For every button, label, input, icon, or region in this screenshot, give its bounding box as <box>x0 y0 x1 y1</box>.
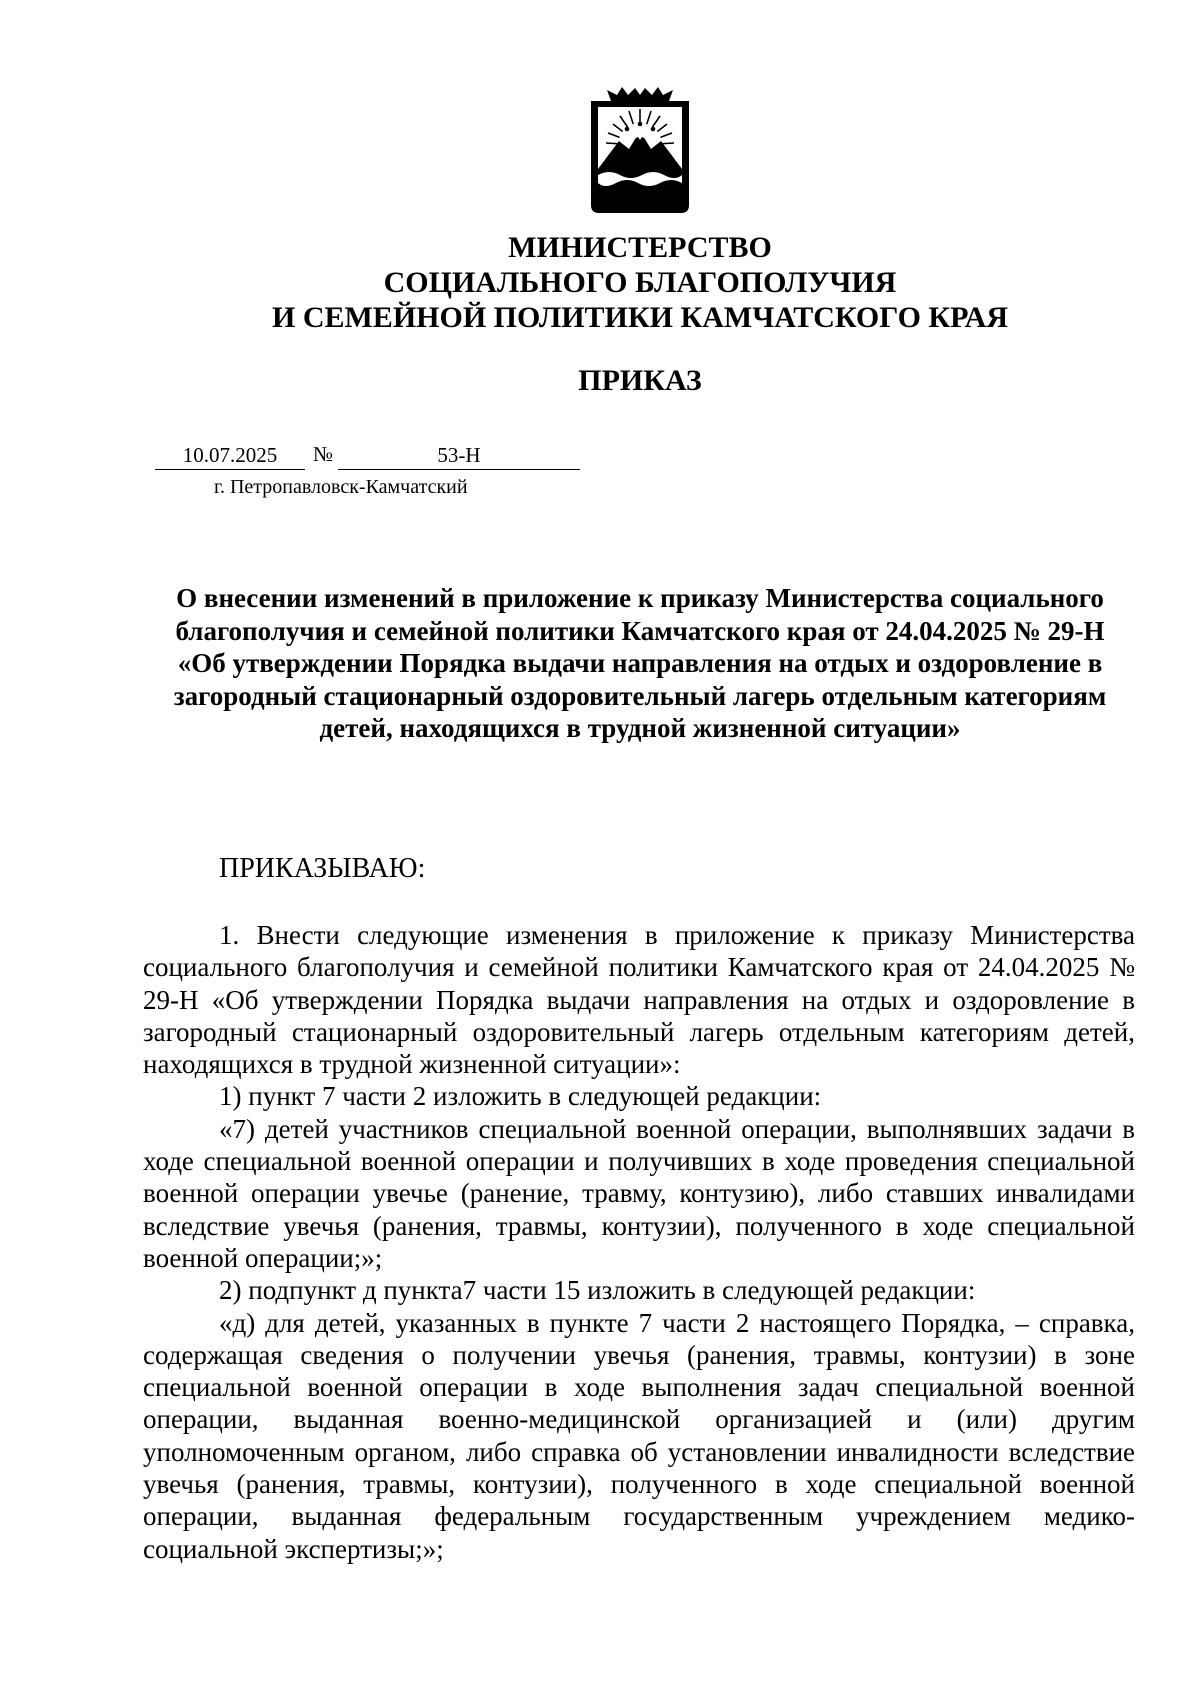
document-type: ПРИКАЗ <box>578 364 702 397</box>
issue-city: г. Петропавловск-Камчатский <box>214 476 468 498</box>
paragraph-3: «7) детей участников специальной военной операции, выполнявших задачи в ходе специальной военной операции и получивших в ходе проведения специальной военной операции увечье (ранение, травму, контузию), либо ставших инвалидами вследствие увечья (ранения, травмы, контузии), полученного в ходе специальной военной операции;»; <box>143 1113 1135 1273</box>
order-body <box>143 919 1135 1565</box>
order-word: ПРИКАЗЫВАЮ: <box>219 853 426 884</box>
order-subject: О внесении изменений в приложение к приказу Министерства социального благополучия и семейной политики Камчатского края от 24.04.2025 № 29-Н «Об утверждении Порядка выдачи направления на отдых и оздоровление в загородный стационарный оздоровительный лагерь отдельным категориям детей, находящихся в трудной жизненной ситуации» <box>173 583 1107 743</box>
coat-of-arms-icon <box>589 87 691 214</box>
paragraph-4: 2) подпункт д пункта7 части 15 изложить в следующей редакции: <box>219 1275 976 1306</box>
paragraph-5: «д) для детей, указанных в пункте 7 части 2 настоящего Порядка, – справка, содержащая сведения о получении увечья (ранения, травмы, контузии) в зоне специальной военной операции в ходе выполнения задач специальной военной операции, выданная военно-медицинской организацией и (или) другим уполномоченным органом, либо справка об установлении инвалидности вследствие увечья (ранения, травмы, контузии), полученного в ходе специальной военной операции, выданная федеральным государственным учреждением медико-социальной экспертизы;»; <box>143 1307 1135 1564</box>
paragraph-1: 1. Внести следующие изменения в приложение к приказу Министерства социального благополучия и семейной политики Камчатского края от 24.04.2025 № 29-Н «Об утверждении Порядка выдачи направления на отдых и оздоровление в загородный стационарный оздоровительный лагерь отдельным категориям детей, находящихся в трудной жизненной ситуации»: <box>143 920 1135 1080</box>
order-date: 10.07.2025 <box>155 442 305 470</box>
date-number-line <box>155 440 585 470</box>
ministry-line-3: И СЕМЕЙНОЙ ПОЛИТИКИ КАМЧАТСКОГО КРАЯ <box>271 301 1008 334</box>
number-sign: № <box>312 442 334 466</box>
ministry-name <box>150 230 1130 335</box>
order-number: 53-Н <box>338 442 580 470</box>
ministry-line-1: МИНИСТЕРСТВО <box>508 231 772 264</box>
paragraph-2: 1) пункт 7 части 2 изложить в следующей редакции: <box>219 1081 822 1112</box>
ministry-line-2: СОЦИАЛЬНОГО БЛАГОПОЛУЧИЯ <box>383 266 897 299</box>
